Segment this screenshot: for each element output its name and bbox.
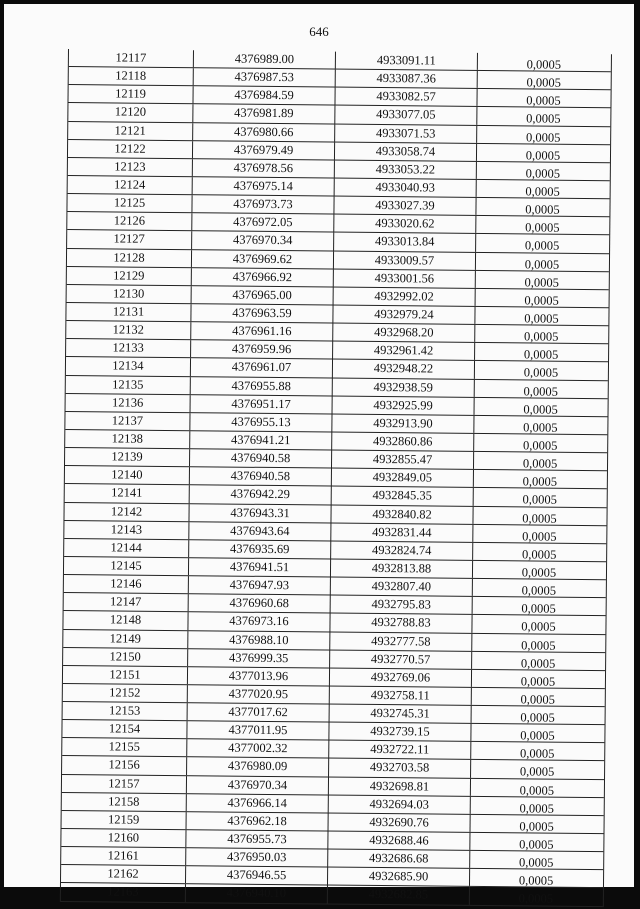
x-coordinate-cell: 4376946.55: [185, 866, 327, 885]
point-id-cell: 12129: [113, 268, 145, 283]
value-cell: 0,0005: [476, 162, 609, 180]
coordinates-table: [60, 49, 612, 907]
value-cell: 0,0005: [471, 706, 604, 724]
value-cell: 0,0005: [477, 71, 610, 89]
x-coordinate-cell: 4376984.59: [192, 86, 334, 105]
y-coordinate-cell: 4932745.31: [329, 705, 471, 724]
y-coordinate-cell: 4932685.90: [327, 868, 469, 887]
y-coordinate-cell: 4933082.57: [334, 88, 476, 107]
x-coordinate-cell: 4376943.64: [188, 522, 330, 541]
point-id-cell: 12152: [109, 685, 141, 700]
point-id-cell: 12130: [112, 286, 145, 301]
point-id-cell: 12140: [111, 467, 143, 482]
point-id-cell: 12159: [107, 812, 140, 827]
x-coordinate-cell: 4376965.00: [191, 286, 333, 305]
x-coordinate-cell: 4376940.58: [189, 449, 331, 468]
value-cell: 0,0005: [475, 289, 608, 307]
y-coordinate-cell: 4933053.22: [334, 160, 476, 179]
y-coordinate-cell: 4932961.42: [332, 342, 474, 361]
x-coordinate-cell: 4376980.09: [186, 758, 328, 777]
y-coordinate-cell: 4932795.83: [330, 596, 472, 615]
point-id-cell: 12144: [110, 540, 142, 555]
y-coordinate-cell: 4932777.58: [329, 632, 471, 651]
y-coordinate-cell: 4933001.56: [333, 269, 475, 288]
point-id-cell: 12160: [107, 830, 140, 845]
value-cell: 0,0005: [471, 633, 604, 651]
x-coordinate-cell: 4376935.69: [188, 540, 330, 559]
point-id-cell: 12156: [108, 757, 140, 773]
value-cell: 0,0005: [470, 815, 603, 833]
y-coordinate-cell: 4932739.15: [328, 723, 470, 742]
table-row: [61, 883, 603, 906]
point-id-cell: 12137: [111, 413, 144, 428]
point-id-cell: 12149: [109, 630, 142, 646]
y-coordinate-cell: 4932694.03: [328, 795, 470, 814]
point-id-cell: 12122: [114, 141, 146, 156]
value-cell: 0,0005: [474, 307, 607, 325]
x-coordinate-cell: 4377013.96: [187, 667, 329, 686]
x-coordinate-cell: 4376947.93: [188, 576, 330, 595]
point-id-cell: 12128: [113, 249, 145, 265]
document-page: [4, 4, 634, 907]
y-coordinate-cell: 4932807.40: [330, 578, 472, 597]
value-cell: 0,0005: [469, 851, 602, 869]
x-coordinate-cell: 4376955.88: [190, 377, 332, 396]
y-coordinate-cell: 4933071.53: [334, 124, 476, 143]
x-coordinate-cell: 4376970.34: [191, 232, 333, 251]
x-coordinate-cell: 4376962.18: [186, 812, 328, 831]
x-coordinate-cell: 4377002.32: [186, 740, 328, 759]
value-cell: 0,0005: [472, 561, 605, 579]
value-cell: 0,0005: [474, 398, 607, 416]
value-cell: 0,0005: [473, 452, 606, 470]
x-coordinate-cell: 4376941.51: [188, 558, 330, 577]
x-coordinate-cell: 4377011.95: [186, 721, 328, 740]
point-id-cell: 12142: [110, 503, 143, 519]
y-coordinate-cell: 4932824.74: [330, 541, 472, 560]
value-cell: 0,0005: [476, 144, 609, 162]
value-cell: 0,0005: [470, 797, 603, 815]
value-cell: 0,0005: [474, 379, 607, 397]
x-coordinate-cell: 4376981.89: [192, 105, 334, 124]
y-coordinate-cell: 4933020.62: [333, 215, 475, 234]
x-coordinate-cell: 4376973.16: [187, 613, 329, 632]
x-coordinate-cell: 4376951.17: [190, 395, 332, 414]
point-id-cell: 12157: [108, 776, 140, 791]
value-cell: 0,0005: [472, 506, 605, 524]
y-coordinate-cell: 4932682.85: [327, 886, 469, 905]
point-id-cell: 12121: [114, 123, 146, 138]
point-id-cell: 12163: [107, 884, 139, 900]
value-cell: 0,0005: [470, 742, 603, 760]
value-cell: 0,0005: [470, 779, 603, 797]
y-coordinate-cell: 4932688.46: [327, 832, 469, 851]
x-coordinate-cell: 4376979.49: [192, 141, 334, 160]
y-coordinate-cell: 4932845.35: [331, 487, 473, 506]
y-coordinate-cell: 4932758.11: [329, 686, 471, 705]
y-coordinate-cell: 4932925.99: [332, 396, 474, 415]
point-id-cell: 12124: [114, 177, 146, 192]
x-coordinate-cell: 4376987.53: [193, 68, 335, 87]
x-coordinate-cell: 4376969.62: [191, 250, 333, 269]
point-id-cell: 12132: [112, 322, 144, 337]
y-coordinate-cell: 4932770.57: [329, 650, 471, 669]
value-cell: 0,0005: [473, 488, 606, 506]
y-coordinate-cell: 4932948.22: [332, 360, 474, 379]
value-cell: 0,0005: [474, 325, 607, 343]
y-coordinate-cell: 4933087.36: [335, 70, 477, 89]
value-cell: 0,0005: [473, 434, 606, 452]
value-cell: 0,0005: [474, 343, 607, 361]
point-id-cell: 12134: [112, 358, 144, 374]
y-coordinate-cell: 4933040.93: [334, 179, 476, 198]
y-coordinate-cell: 4932860.86: [331, 432, 473, 451]
y-coordinate-cell: 4932831.44: [330, 523, 472, 542]
point-id-cell: 12143: [110, 522, 143, 537]
point-id-cell: 12119: [115, 86, 147, 102]
x-coordinate-cell: 4376989.00: [193, 50, 335, 69]
point-id-cell: 12139: [111, 449, 143, 464]
y-coordinate-cell: 4932788.83: [329, 614, 471, 633]
value-cell: 0,0005: [476, 180, 609, 198]
point-id-cell: 12136: [111, 395, 144, 410]
point-id-cell: 12131: [112, 304, 145, 319]
x-coordinate-cell: 4376941.21: [189, 431, 331, 450]
point-id-cell: 12155: [108, 739, 140, 755]
y-coordinate-cell: 4933077.05: [334, 106, 476, 125]
x-coordinate-cell: 4376940.10: [185, 885, 327, 904]
y-coordinate-cell: 4933091.11: [335, 52, 477, 71]
point-id-cell: 12120: [114, 104, 147, 120]
x-coordinate-cell: 4376960.68: [188, 594, 330, 613]
y-coordinate-cell: 4932938.59: [332, 378, 474, 397]
value-cell: 0,0005: [475, 252, 608, 270]
value-cell: 0,0005: [469, 887, 602, 905]
y-coordinate-cell: 4932813.88: [330, 559, 472, 578]
value-cell: 0,0005: [471, 615, 604, 633]
y-coordinate-cell: 4932686.68: [327, 850, 469, 869]
point-id-cell: 12153: [108, 703, 141, 718]
y-coordinate-cell: 4932968.20: [332, 324, 474, 343]
point-id-cell: 12127: [113, 231, 145, 247]
x-coordinate-cell: 4376950.03: [185, 848, 327, 867]
value-cell: 0,0005: [471, 652, 604, 670]
value-cell: 0,0005: [474, 361, 607, 379]
value-cell: 0,0005: [477, 53, 610, 71]
y-coordinate-cell: 4932690.76: [328, 813, 470, 832]
y-coordinate-cell: 4932849.05: [331, 469, 473, 488]
point-id-cell: 12126: [113, 213, 146, 229]
value-cell: 0,0005: [475, 216, 608, 234]
point-id-cell: 12158: [108, 794, 140, 809]
value-cell: 0,0005: [472, 525, 605, 543]
point-id-cell: 12147: [110, 594, 142, 609]
x-coordinate-cell: 4376966.92: [191, 268, 333, 287]
x-coordinate-cell: 4376963.59: [190, 304, 332, 323]
value-cell: 0,0005: [475, 271, 608, 289]
x-coordinate-cell: 4376940.58: [189, 467, 331, 486]
x-coordinate-cell: 4376972.05: [191, 213, 333, 232]
point-id-cell: 12135: [112, 376, 144, 392]
y-coordinate-cell: 4932703.58: [328, 759, 470, 778]
x-coordinate-cell: 4376973.73: [191, 195, 333, 214]
value-cell: 0,0005: [470, 760, 603, 778]
x-coordinate-cell: 4376942.29: [189, 486, 331, 505]
x-coordinate-cell: 4376959.96: [190, 340, 332, 359]
y-coordinate-cell: 4932992.02: [333, 287, 475, 306]
x-coordinate-cell: 4376961.16: [190, 322, 332, 341]
x-coordinate-cell: 4376943.31: [188, 504, 330, 523]
y-coordinate-cell: 4932979.24: [332, 306, 474, 325]
value-cell: 0,0005: [473, 416, 606, 434]
point-id-cell: 12118: [115, 68, 147, 83]
point-id-cell: 12151: [109, 667, 141, 682]
point-id-cell: 12154: [108, 721, 141, 736]
x-coordinate-cell: 4376975.14: [192, 177, 334, 196]
value-cell: 0,0005: [470, 724, 603, 742]
x-coordinate-cell: 4376970.34: [186, 776, 328, 795]
y-coordinate-cell: 4933027.39: [333, 197, 475, 216]
x-coordinate-cell: 4376978.56: [192, 159, 334, 178]
y-coordinate-cell: 4933013.84: [333, 233, 475, 252]
y-coordinate-cell: 4932840.82: [330, 505, 472, 524]
value-cell: 0,0005: [472, 579, 605, 597]
x-coordinate-cell: 4376955.13: [189, 413, 331, 432]
point-id-cell: 12161: [107, 848, 139, 863]
value-cell: 0,0005: [476, 107, 609, 125]
value-cell: 0,0005: [475, 198, 608, 216]
y-coordinate-cell: 4932769.06: [329, 668, 471, 687]
page-number: 646: [309, 24, 329, 39]
x-coordinate-cell: 4376955.73: [185, 830, 327, 849]
value-cell: 0,0005: [473, 470, 606, 488]
point-id-cell: 12138: [111, 431, 143, 446]
value-cell: 0,0005: [469, 833, 602, 851]
point-id-cell: 12141: [111, 485, 143, 501]
point-id-cell: 12146: [110, 576, 142, 591]
value-cell: 0,0005: [471, 688, 604, 706]
value-cell: 0,0005: [475, 234, 608, 252]
point-id-cell: 12123: [114, 159, 146, 174]
x-coordinate-cell: 4377017.62: [187, 703, 329, 722]
y-coordinate-cell: 4932855.47: [331, 451, 473, 470]
x-coordinate-cell: 4376961.07: [190, 359, 332, 378]
value-cell: 0,0005: [476, 89, 609, 107]
point-id-cell: 12150: [109, 649, 141, 664]
y-coordinate-cell: 4933009.57: [333, 251, 475, 270]
value-cell: 0,0005: [471, 670, 604, 688]
value-cell: 0,0005: [476, 125, 609, 143]
point-id-cell: 12145: [110, 558, 142, 573]
value-cell: 0,0005: [472, 597, 605, 615]
x-coordinate-cell: 4376980.66: [192, 123, 334, 142]
point-id-cell: 12125: [113, 195, 146, 210]
x-coordinate-cell: 4376988.10: [187, 631, 329, 650]
x-coordinate-cell: 4377020.95: [187, 685, 329, 704]
y-coordinate-cell: 4932698.81: [328, 777, 470, 796]
y-coordinate-cell: 4932913.90: [331, 414, 473, 433]
value-cell: 0,0005: [469, 869, 602, 887]
x-coordinate-cell: 4376999.35: [187, 649, 329, 668]
x-coordinate-cell: 4376966.14: [186, 794, 328, 813]
value-cell: 0,0005: [472, 543, 605, 561]
point-id-cell: 12133: [112, 340, 144, 355]
point-id-cell: 12117: [115, 50, 147, 65]
y-coordinate-cell: 4932722.11: [328, 741, 470, 760]
y-coordinate-cell: 4933058.74: [334, 142, 476, 161]
point-id-cell: 12162: [107, 866, 139, 882]
point-id-cell: 12148: [109, 612, 142, 628]
